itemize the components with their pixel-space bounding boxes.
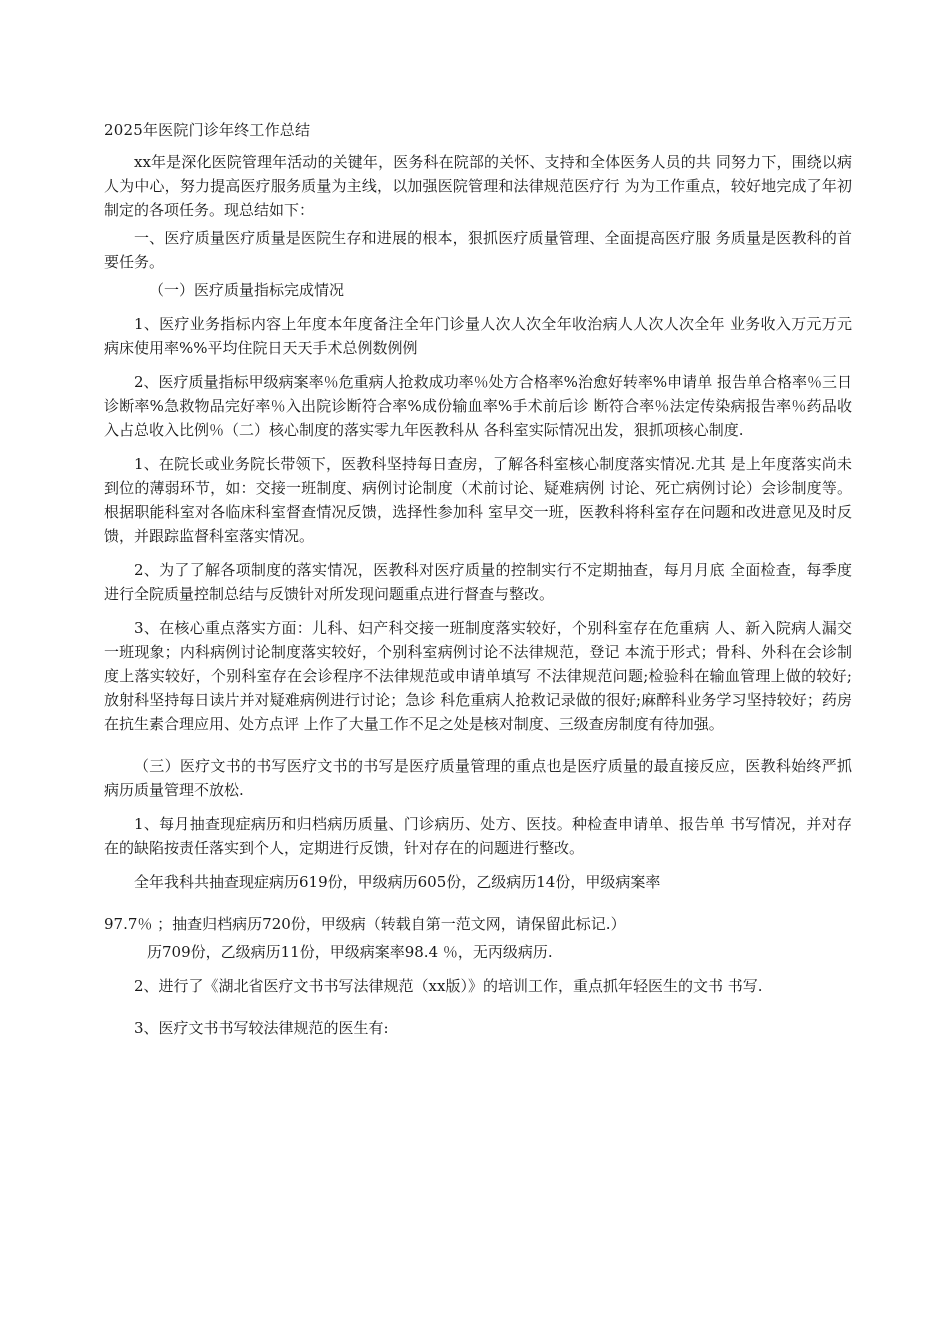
document-body	[104, 150, 852, 1050]
paragraph-training: 2、进行了《湖北省医疗文书书写法律规范（xx版）》的培训工作，重点抓年轻医生的文书 书写.	[134, 977, 763, 995]
paragraph-spot-checks: 2、为了了解各项制度的落实情况，医教科对医疗质量的控制实行不定期抽查，每月月底 全面检查，每季度进行全院质量控制总结与反馈针对所发现问题重点进行督查与整改。	[104, 561, 852, 603]
paragraph-quality-indicators: 2、医疗质量指标甲级病案率％危重病人抢救成功率％处方合格率%治愈好转率%申请单 报告单合格率％三日诊断率%急救物品完好率％入出院诊断符合率%成份输血率%手术前后诊 断符合率％法定传染病报告率％药品收入占总收入比例％（二）核心制度的落实零九年医教科从 各科室实际情况出发，狠抓项核心制度.	[104, 373, 852, 439]
paragraph-core-implementation: 3、在核心重点落实方面：儿科、妇产科交接一班制度落实较好，个别科室存在危重病 人、新入院病人漏交一班现象；内科病例讨论制度落实较好，个别科室病例讨论不法律规范，登记 本流于形式；骨科、外科在会诊制度上落实较好，个别科室存在会诊程序不法律规范或申请单填写 不法律规范问题;检验科在输血管理上做的较好;放射科坚持每日读片并对疑难病例进行讨论；急诊 科危重病人抢救记录做的很好;麻醉科业务学习坚持较好；药房在抗生素合理应用、处方点评 上作了大量工作不足之处是核对制度、三级查房制度有待加强。	[104, 619, 852, 733]
paragraph-standard-doctors: 3、医疗文书书写较法律规范的医生有:	[134, 1019, 389, 1037]
paragraph-ward-rounds: 1、在院长或业务院长带领下，医教科坚持每日查房，了解各科室核心制度落实情况.尤其 是上年度落实尚未到位的薄弱环节，如：交接一班制度、病例讨论制度（术前讨论、疑难病例 讨论、死亡病例讨论）会诊制度等。根据职能科室对各临床科室督查情况反馈，选择性参加科 室早交一班，医教科将科室存在问题和改进意见及时反馈，并跟踪监督科室落实情况。	[104, 455, 852, 545]
paragraph-heading-quality-indicators: （一）医疗质量指标完成情况	[149, 281, 345, 299]
paragraph-medical-records: （三）医疗文书的书写医疗文书的书写是医疗质量管理的重点也是医疗质量的最直接反应，医教科始终严抓病历质量管理不放松.	[104, 757, 852, 799]
paragraph-intro: xx年是深化医院管理年活动的关键年，医务科在院部的关怀、支持和全体医务人员的共 同努力下，围绕以病人为中心，努力提高医疗服务质量为主线，以加强医院管理和法律规范医疗行 为为工作重点，较好地完成了年初制定的各项任务。现总结如下：	[104, 153, 852, 219]
document-title: 2025年医院门诊年终工作总结	[104, 121, 311, 139]
paragraph-yearly-stats: 全年我科共抽查现症病历619份，甲级病历605份，乙级病历14份，甲级病案率	[134, 873, 661, 891]
paragraph-section-1: 一、医疗质量医疗质量是医院生存和进展的根本，狠抓医疗质量管理、全面提高医疗服 务质量是医教科的首要任务。	[104, 229, 852, 271]
paragraph-archived-stats: 97.7％ ；抽查归档病历720份，甲级病（转载自第一范文网，请保留此标记.）	[104, 915, 626, 933]
paragraph-monthly-review: 1、每月抽查现症病历和归档病历质量、门诊病历、处方、医技。种检查申请单、报告单 书写情况，并对存在的缺陷按责任落实到个人，定期进行反馈，针对存在的问题进行整改。	[104, 815, 852, 857]
paragraph-archived-stats-cont: 历709份，乙级病历11份，甲级病案率98.4 ％，无丙级病历.	[147, 943, 553, 961]
paragraph-business-indicators: 1、医疗业务指标内容上年度本年度备注全年门诊量人次人次全年收治病人人次人次全年 业务收入万元万元病床使用率%%平均住院日天天手术总例数例例	[104, 315, 852, 357]
